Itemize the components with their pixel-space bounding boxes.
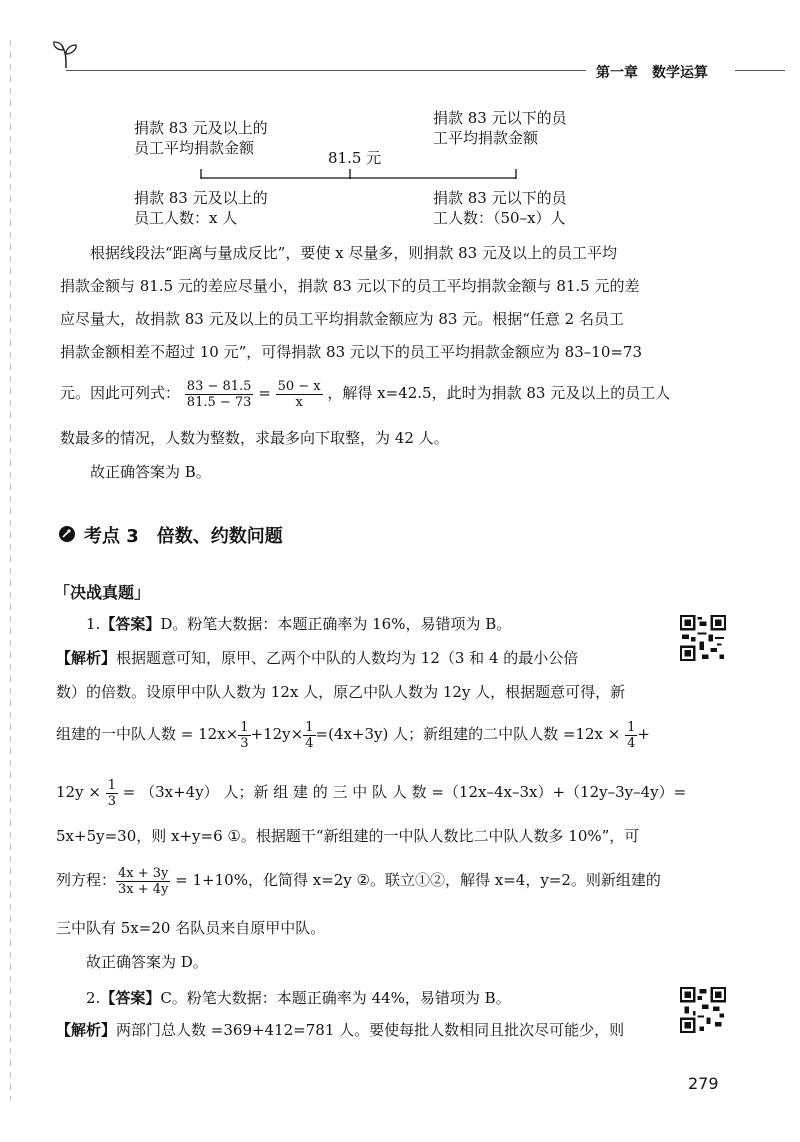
fraction-2: $\frac{50 - x}{x}$ [277,378,321,410]
qr-code-2[interactable] [680,986,726,1034]
q1-jiexi-line2: 数）的倍数。设原甲中队人数为 12x 人，原乙中队人数为 12y 人，根据题意可得，新 [56,683,626,701]
q1-jiexi-line5: 5x+5y=30，则 x+y=6 ①。根据题干“新组建的一中队人数比二中队人数多 10%”，可 [56,827,640,845]
number-line [200,166,520,184]
leaf-icon [50,40,84,70]
q1-answer: 1.【答案】D。粉笔大数据：本题正确率为 16%，易错项为 B。 [86,615,512,633]
section-bullet-icon [58,525,76,543]
page-number: 279 [688,1074,719,1093]
header-rule-right [735,70,785,71]
q1-jiexi-line3: 组建的一中队人数 = 12x× $\frac{1}{3}$ +12y× $\frac{1}{4}$ =(4x+3y) 人；新组建的二中队人数 =12x × $\frac{1}{4}$ + [56,719,650,751]
para1-line5: 元。因此可列式： $\frac{83 - 81.5}{81.5 - 73}$ = $\frac{50 - x}{x}$ ，解得 x=42.5，此时为捐款 83 元及以上的员工人 [60,378,671,410]
diagram-bottom-left: 捐款 83 元及以上的 员工人数：x 人 [134,189,268,227]
para1-line6: 数最多的情况，人数为整数，求最多向下取整，为 42 人。 [60,429,449,447]
para1-line2: 捐款金额与 81.5 元的差应尽量小，捐款 83 元以下的员工平均捐款金额与 81.5 元的差 [60,277,640,295]
q1-jiexi-line6: 列方程： $\frac{4x + 3y}{3x + 4y}$ = 1+10%，化简得 x=2y ②。联立①②，解得 x=4，y=2。则新组建的 [56,865,661,897]
diagram-top-right: 捐款 83 元以下的员 工平均捐款金额 [433,109,567,147]
fraction-1: $\frac{83 - 81.5}{81.5 - 73}$ [186,378,252,410]
para1-line3: 应尽量大，故捐款 83 元及以上的员工平均捐款金额应为 83 元。根据“任意 2 名员工 [60,310,624,328]
para1-line4: 捐款金额相差不超过 10 元”，可得捐款 83 元以下的员工平均捐款金额应为 83–10=73 [60,343,643,361]
q2-jiexi-line1: 【解析】两部门总人数 =369+412=781 人。要使每批人数相同且批次尽可能少，则 [56,1021,625,1039]
chapter-label: 第一章 数学运算 [596,65,708,81]
diagram-center-value: 81.5 元 [328,149,382,167]
binding-edge [10,40,11,1100]
q1-final-answer: 故正确答案为 D。 [86,953,208,971]
q1-jiexi-line1: 【解析】根据题意可知，原甲、乙两个中队的人数均为 12（3 和 4 的最小公倍 [56,649,579,667]
q2-answer: 2.【答案】C。粉笔大数据：本题正确率为 44%，易错项为 B。 [86,989,511,1007]
section-title: 考点 3 倍数、约数问题 [84,526,283,547]
para1-line1: 根据线段法“距离与量成反比”，要使 x 尽量多，则捐款 83 元及以上的员工平均 [90,244,617,262]
header-rule [66,70,586,71]
diagram-bottom-right: 捐款 83 元以下的员 工人数：（50–x）人 [433,189,567,227]
q1-jiexi-line4: 12y × $\frac{1}{3}$ = （3x+4y） 人；新 组 建 的 三 中 队 人 数 =（12x–4x–3x）+（12y–3y–4y）= [56,777,687,809]
q1-jiexi-line7: 三中队有 5x=20 名队员来自原甲中队。 [56,919,326,937]
diagram-top-left: 捐款 83 元及以上的 员工平均捐款金额 [134,119,268,157]
para1-answer: 故正确答案为 B。 [90,463,211,481]
subsection-title: 「决战真题」 [54,583,151,602]
qr-code-1[interactable] [680,614,726,662]
